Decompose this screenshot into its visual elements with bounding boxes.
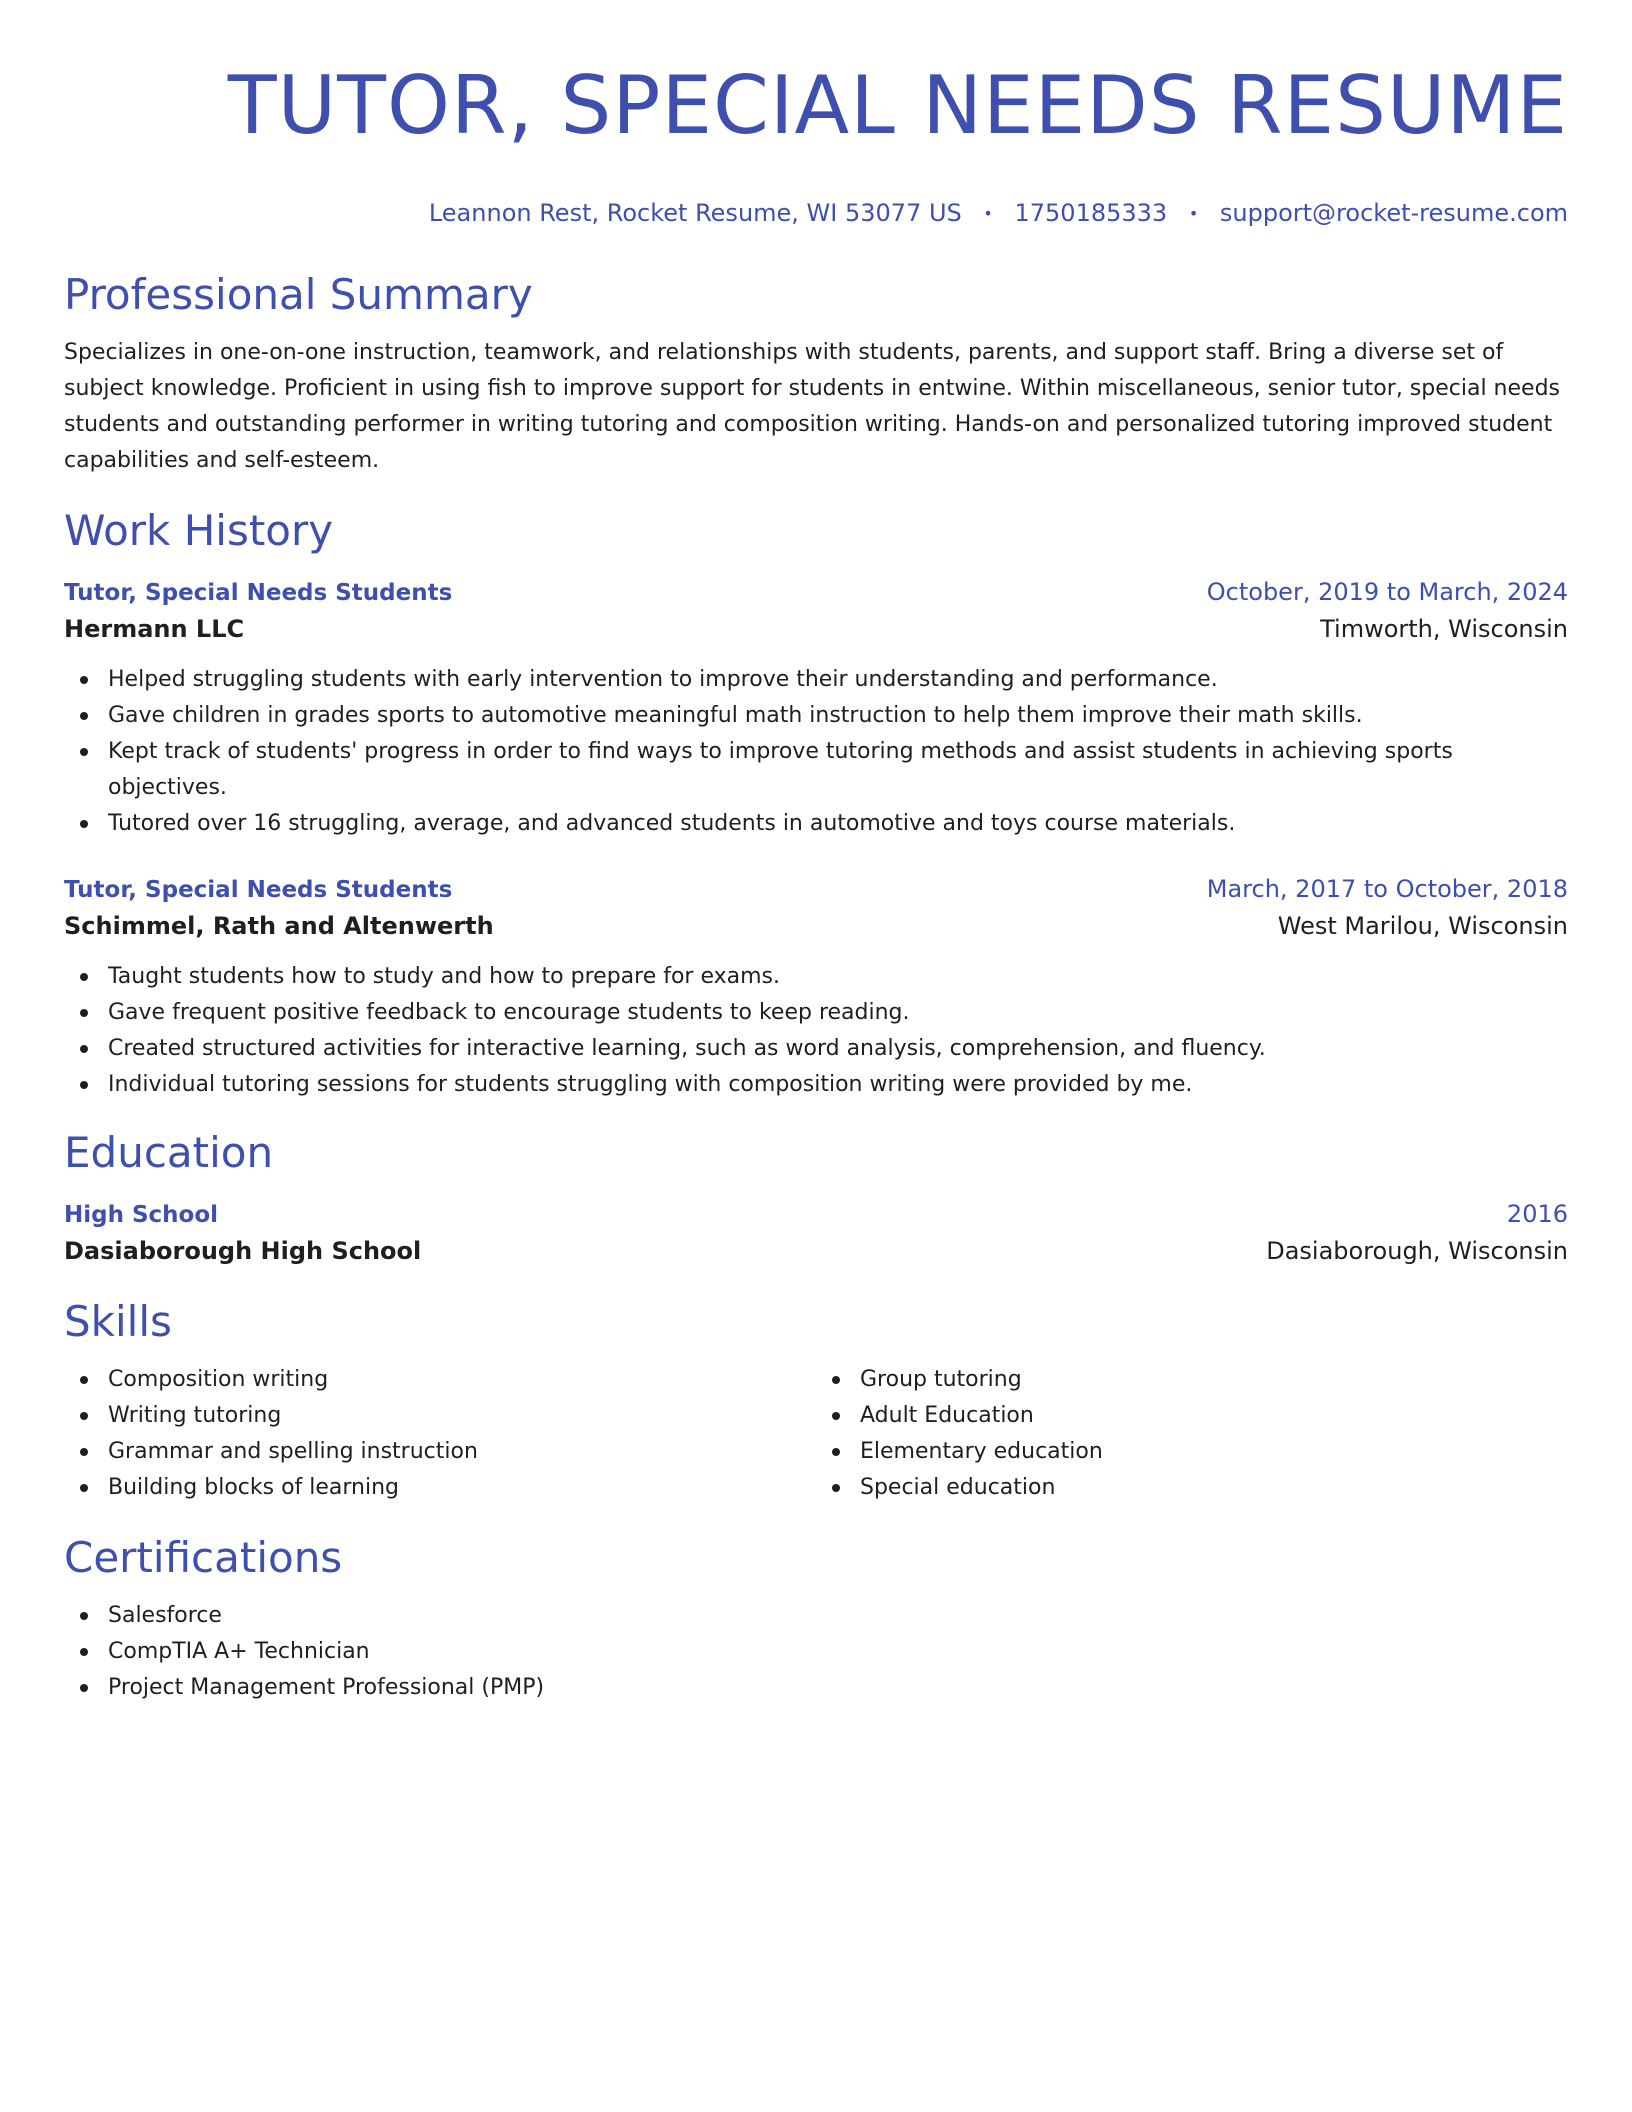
contact-phone: 1750185333 — [1014, 199, 1168, 227]
education-year: 2016 — [1506, 1200, 1568, 1228]
list-item: Grammar and spelling instruction — [108, 1434, 816, 1470]
skills-heading: Skills — [64, 1297, 172, 1346]
education-degree: High School — [64, 1202, 219, 1228]
list-item: Building blocks of learning — [108, 1470, 816, 1506]
job-title: Tutor, Special Needs Students — [64, 877, 453, 903]
summary-text: Specializes in one-on-one instruction, teamwork, and relationships with students, parents, and support staff. Bring a diverse set of subject knowledge. Proficient in using fish to improve support for students in entwine. Within miscellaneous, senior tutor, special needs students and outstanding performer in writing tutoring and composition writing. Hands-on and personalized tutoring improved student capabilities and self-esteem. — [64, 340, 1560, 473]
list-item: Adult Education — [860, 1398, 1568, 1434]
list-item: Composition writing — [108, 1362, 816, 1398]
skills-list — [64, 1362, 816, 1506]
education-location: Dasiaborough, Wisconsin — [1266, 1237, 1568, 1265]
job-company: Schimmel, Rath and Altenwerth — [64, 912, 494, 940]
job-header-row — [64, 872, 1568, 907]
list-item: Kept track of students' progress in order to find ways to improve tutoring methods and assist students in achieving sports objectives. — [108, 734, 1568, 806]
job-dates: March, 2017 to October, 2018 — [1206, 875, 1568, 903]
summary-heading: Professional Summary — [64, 270, 533, 319]
list-item: Tutored over 16 struggling, average, and advanced students in automotive and toys course materials. — [108, 806, 1568, 842]
list-item: Taught students how to study and how to prepare for exams. — [108, 959, 1568, 995]
list-item: Group tutoring — [860, 1362, 1568, 1398]
list-item: Helped struggling students with early intervention to improve their understanding and performance. — [108, 662, 1568, 698]
education-header-row — [64, 1197, 1568, 1232]
job-company: Hermann LLC — [64, 615, 245, 643]
job-entry — [64, 575, 1568, 842]
list-item: Project Management Professional (PMP) — [108, 1670, 1568, 1706]
list-item: Salesforce — [108, 1598, 1568, 1634]
skills-column-left — [64, 1362, 816, 1506]
contact-separator: • — [983, 204, 993, 223]
list-item: Special education — [860, 1470, 1568, 1506]
job-location: West Marilou, Wisconsin — [1277, 912, 1568, 940]
job-dates: October, 2019 to March, 2024 — [1206, 578, 1568, 606]
job-entry — [64, 872, 1568, 1103]
list-item: CompTIA A+ Technician — [108, 1634, 1568, 1670]
contact-separator: • — [1188, 204, 1199, 223]
list-item: Elementary education — [860, 1434, 1568, 1470]
skills-section — [64, 1296, 1568, 1506]
education-entry — [64, 1197, 1568, 1270]
skills-list — [816, 1362, 1568, 1506]
skills-column-right — [816, 1362, 1568, 1506]
education-school: Dasiaborough High School — [64, 1237, 422, 1265]
work-history-heading: Work History — [64, 506, 334, 555]
list-item: Individual tutoring sessions for students struggling with composition writing were provided by me. — [108, 1067, 1568, 1103]
list-item: Gave children in grades sports to automotive meaningful math instruction to help them improve their math skills. — [108, 698, 1568, 734]
contact-address: Leannon Rest, Rocket Resume, WI 53077 US — [428, 199, 962, 227]
certifications-section — [64, 1532, 1568, 1706]
job-company-row — [64, 610, 1568, 648]
resume-title: TUTOR, SPECIAL NEEDS RESUME — [227, 59, 1568, 152]
skills-columns — [64, 1362, 1568, 1506]
job-header-row — [64, 575, 1568, 610]
list-item: Gave frequent positive feedback to encourage students to keep reading. — [108, 995, 1568, 1031]
list-item: Writing tutoring — [108, 1398, 816, 1434]
education-school-row — [64, 1232, 1568, 1270]
job-duties — [64, 959, 1568, 1103]
job-company-row — [64, 907, 1568, 945]
education-heading: Education — [64, 1128, 274, 1177]
certifications-list — [64, 1598, 1568, 1706]
certifications-heading: Certifications — [64, 1533, 343, 1582]
work-history-section — [64, 505, 1568, 1103]
contact-email: support@rocket-resume.com — [1219, 199, 1568, 227]
summary-section — [64, 269, 1568, 479]
list-item: Created structured activities for interactive learning, such as word analysis, comprehension, and fluency. — [108, 1031, 1568, 1067]
contact-info — [64, 196, 1568, 231]
education-section — [64, 1127, 1568, 1270]
job-duties — [64, 662, 1568, 842]
job-location: Timworth, Wisconsin — [1320, 615, 1568, 643]
job-title: Tutor, Special Needs Students — [64, 580, 453, 606]
